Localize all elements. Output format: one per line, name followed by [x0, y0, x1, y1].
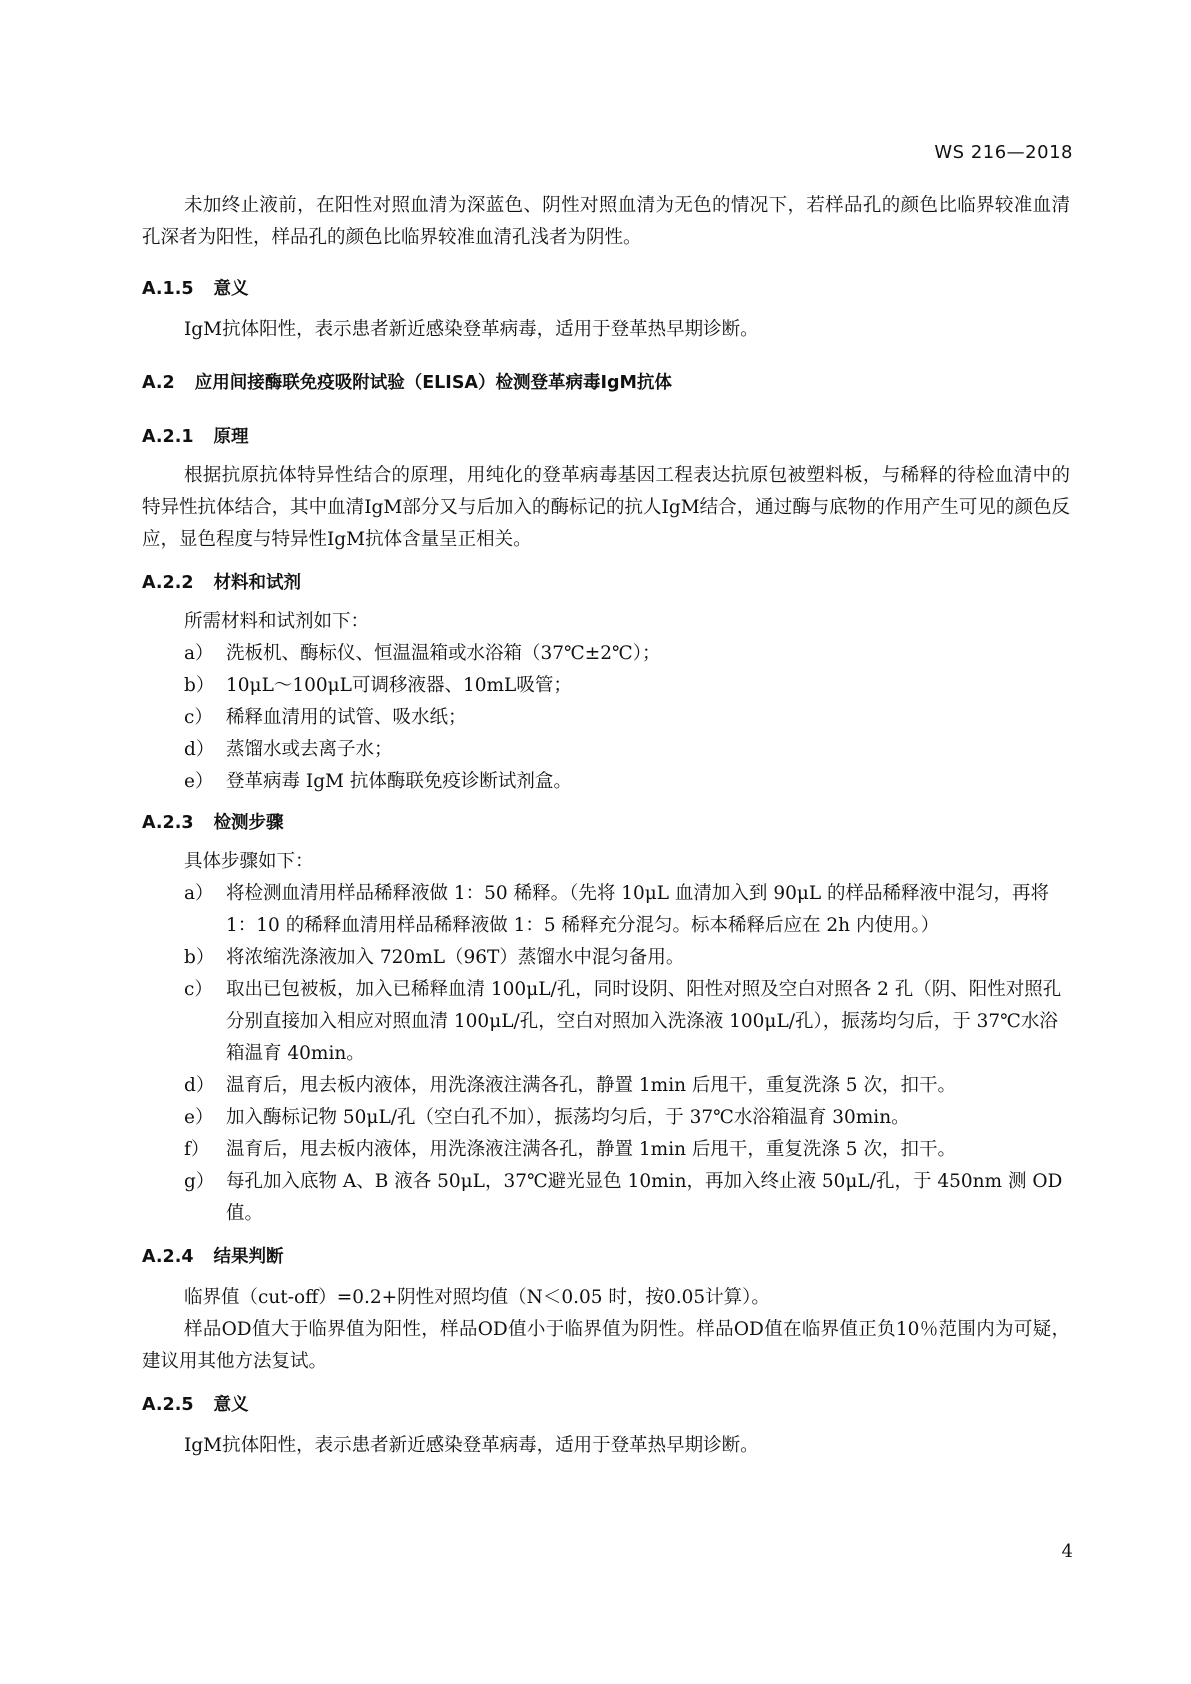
list-marker: c）	[184, 707, 213, 728]
section-number: A.2	[142, 373, 175, 393]
section-heading-a22	[142, 568, 1070, 598]
section-title: 检测步骤	[213, 813, 284, 833]
list-marker: d）	[184, 1075, 215, 1096]
list-item	[142, 1166, 1070, 1230]
section-number: A.2.1	[142, 427, 194, 447]
section-paragraph: IgM抗体阳性，表示患者新近感染登革病毒，适用于登革热早期诊断。	[184, 319, 759, 340]
list-marker: e）	[184, 1107, 214, 1128]
list-item-text: 洗板机、酶标仪、恒温温箱或水浴箱（37℃±2℃）；	[226, 643, 661, 664]
list-item	[142, 638, 1070, 670]
list-item-text: 登革病毒 IgM 抗体酶联免疫诊断试剂盒。	[226, 771, 572, 792]
document-code: WS 216—2018	[934, 142, 1073, 163]
section-number: A.2.2	[142, 573, 194, 593]
list-marker: d）	[184, 739, 215, 760]
list-intro: 所需材料和试剂如下：	[184, 611, 370, 632]
list-item-text: 取出已包被板，加入已稀释血清 100μL/孔，同时设阴、阳性对照及空白对照各 2 孔（阴、阳性对照孔分别直接加入相应对照血清 100μL/孔，空白对照加入洗涤液 100μL/孔），振荡均匀后，于 37℃水浴箱温育 40min。	[226, 979, 1062, 1064]
list-marker: e）	[184, 771, 214, 792]
list-item	[142, 1102, 1070, 1134]
section-number: A.2.4	[142, 1247, 194, 1267]
list-item-text: 每孔加入底物 A、B 液各 50μL，37℃避光显色 10min，再加入终止液 50μL/孔，于 450nm 测 OD 值。	[226, 1171, 1063, 1224]
list-item	[142, 974, 1070, 1070]
steps-list	[142, 878, 1070, 1230]
list-item	[142, 734, 1070, 766]
section-title: 意义	[213, 279, 249, 299]
list-item-text: 将检测血清用样品稀释液做 1：50 稀释。（先将 10μL 血清加入到 90μL 的样品稀释液中混匀，再将 1：10 的稀释血清用样品稀释液做 1：5 稀释充分混匀。标本稀释后应在 2h 内使用。）	[226, 883, 1050, 936]
section-heading-a21	[142, 422, 1070, 452]
section-number: A.1.5	[142, 279, 194, 299]
list-item-text: 温育后，甩去板内液体，用洗涤液注满各孔，静置 1min 后甩干，重复洗涤 5 次，扣干。	[226, 1139, 956, 1160]
section-title: 应用间接酶联免疫吸附试验（ELISA）检测登革病毒IgM抗体	[194, 373, 672, 393]
section-paragraph: IgM抗体阳性，表示患者新近感染登革病毒，适用于登革热早期诊断。	[184, 1435, 759, 1456]
list-item-text: 10μL～100μL可调移液器、10mL吸管；	[226, 675, 572, 696]
page-number: 4	[1061, 1541, 1073, 1562]
judgement-paragraph: 样品OD值大于临界值为阳性，样品OD值小于临界值为阴性。样品OD值在临界值正负10％范围内为可疑，建议用其他方法复试。	[142, 1319, 1070, 1372]
document-body	[142, 190, 1070, 1462]
list-item-text: 加入酶标记物 50μL/孔（空白孔不加），振荡均匀后，于 37℃水浴箱温育 30min。	[226, 1107, 910, 1128]
list-item-text: 将浓缩洗涤液加入 720mL（96T）蒸馏水中混匀备用。	[226, 947, 685, 968]
section-title: 原理	[213, 427, 249, 447]
section-heading-a24	[142, 1242, 1070, 1272]
list-item-text: 温育后，甩去板内液体，用洗涤液注满各孔，静置 1min 后甩干，重复洗涤 5 次，扣干。	[226, 1075, 956, 1096]
section-title: 意义	[213, 1395, 249, 1415]
section-heading-a25	[142, 1390, 1070, 1420]
list-intro: 具体步骤如下：	[184, 851, 314, 872]
materials-list	[142, 638, 1070, 798]
list-marker: f）	[184, 1139, 210, 1160]
section-paragraph: 根据抗原抗体特异性结合的原理，用纯化的登革病毒基因工程表达抗原包被塑料板，与稀释的待检血清中的特异性抗体结合，其中血清IgM部分又与后加入的酶标记的抗人IgM结合，通过酶与底物的作用产生可见的颜色反应，显色程度与特异性IgM抗体含量呈正相关。	[142, 465, 1070, 550]
cutoff-paragraph: 临界值（cut-off）=0.2+阴性对照均值（N＜0.05 时，按0.05计算）。	[184, 1287, 770, 1308]
list-item	[142, 1070, 1070, 1102]
list-item-text: 蒸馏水或去离子水；	[226, 739, 393, 760]
list-item	[142, 878, 1070, 942]
section-title: 结果判断	[213, 1247, 284, 1267]
list-marker: b）	[184, 675, 215, 696]
list-marker: a）	[184, 643, 214, 664]
list-marker: g）	[184, 1171, 215, 1192]
list-marker: b）	[184, 947, 215, 968]
list-item	[142, 702, 1070, 734]
list-item	[142, 1134, 1070, 1166]
intro-paragraph: 未加终止液前，在阳性对照血清为深蓝色、阴性对照血清为无色的情况下，若样品孔的颜色比临界较准血清孔深者为阳性，样品孔的颜色比临界较准血清孔浅者为阴性。	[142, 195, 1070, 248]
list-item	[142, 942, 1070, 974]
section-heading-a15	[142, 274, 1070, 304]
list-item	[142, 766, 1070, 798]
list-marker: c）	[184, 979, 213, 1000]
section-heading-a23	[142, 808, 1070, 838]
section-heading-a2	[142, 368, 1070, 398]
list-item	[142, 670, 1070, 702]
section-number: A.2.3	[142, 813, 194, 833]
section-number: A.2.5	[142, 1395, 194, 1415]
list-item-text: 稀释血清用的试管、吸水纸；	[226, 707, 467, 728]
section-title: 材料和试剂	[213, 573, 302, 593]
list-marker: a）	[184, 883, 214, 904]
